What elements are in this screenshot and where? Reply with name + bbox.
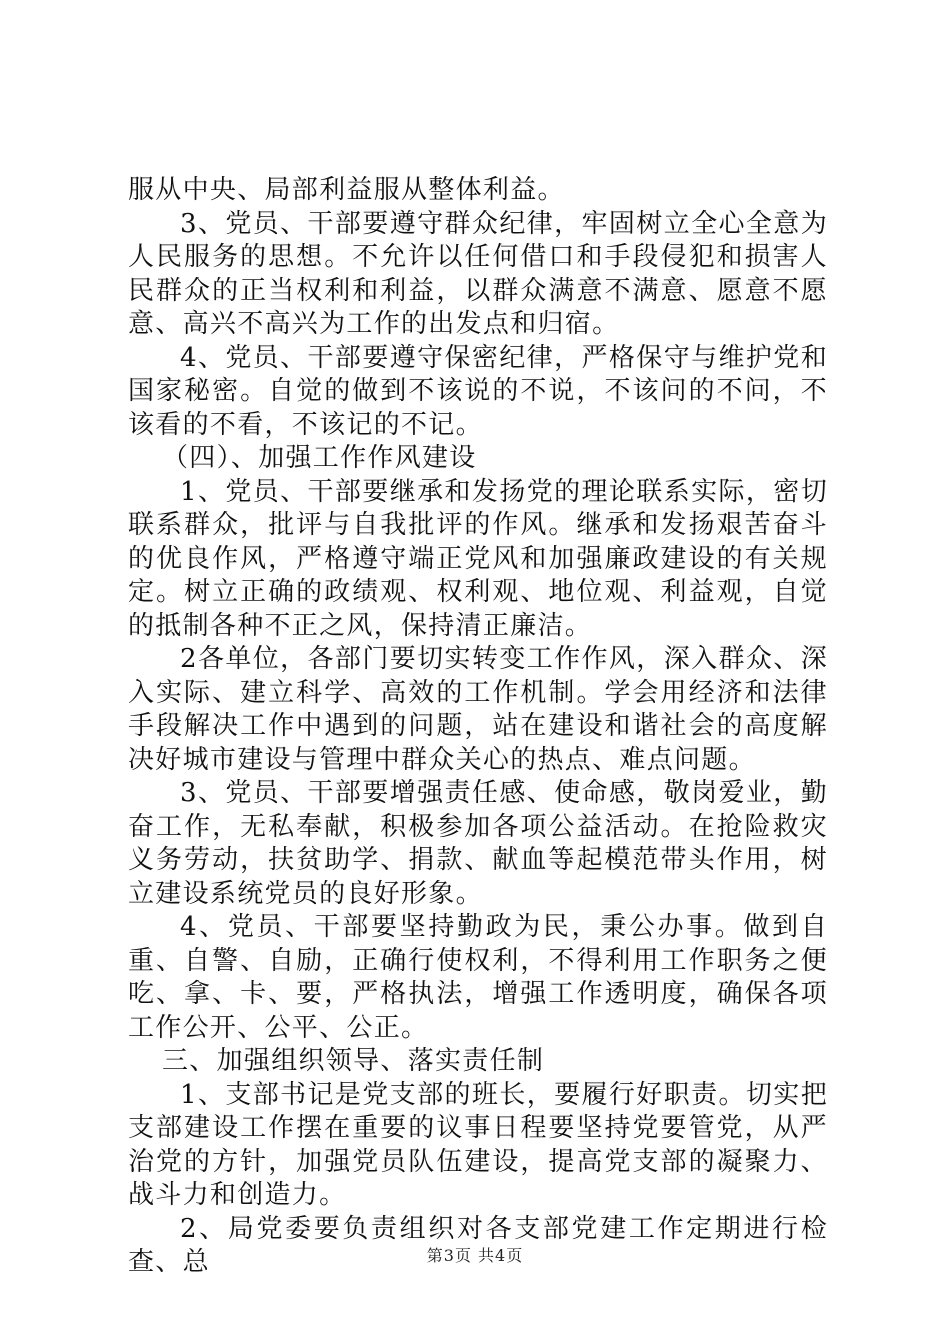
paragraph-mass-discipline: 3、党员、干部要遵守群众纪律，牢固树立全心全意为人民服务的思想。不允许以任何借口和手段侵犯和损害人民群众的正当权利和利益，以群众满意不满意、愿意不愿意、高兴不高兴为工作的出发点和归宿。 [128, 208, 828, 339]
paragraph-party-committee: 2、局党委要负责组织对各支部党建工作定期进行检查、总 [128, 1213, 828, 1277]
section-heading-organization: 三、加强组织领导、落实责任制 [162, 1046, 545, 1076]
paragraph-branch-secretary: 1、支部书记是党支部的班长，要履行好职责。切实把支部建设工作摆在重要的议事日程要坚持党要管党，从严治党的方针，加强党员队伍建设，提高党支部的凝聚力、战斗力和创造力。 [128, 1079, 828, 1210]
paragraph-responsibility: 3、党员、干部要增强责任感、使命感，敬岗爱业，勤奋工作，无私奉献，积极参加各项公益活动。在抢险救灾义务劳动，扶贫助学、捐款、献血等起模范带头作用，树立建设系统党员的良好形象。 [128, 778, 828, 909]
page-number-footer: 第3页 共4页 [426, 1246, 524, 1265]
paragraph-work-style-change: 2各单位，各部门要切实转变工作作风，深入群众、深入实际、建立科学、高效的工作机制。学会用经济和法律手段解决工作中遇到的问题，站在建设和谐社会的高度解决好城市建设与管理中群众关心的热点、难点问题。 [128, 644, 828, 775]
paragraph-party-theory: 1、党员、干部要继承和发扬党的理论联系实际，密切联系群众，批评与自我批评的作风。继承和发扬艰苦奋斗的优良作风，严格遵守端正党风和加强廉政建设的有关规定。树立正确的政绩观、权利观、地位观、利益观，自觉的抵制各种不正之风，保持清正廉洁。 [128, 476, 828, 641]
paragraph-diligent-governance: 4、党员、干部要坚持勤政为民，秉公办事。做到自重、自警、自励，正确行使权利，不得利用工作职务之便吃、拿、卡、要，严格执法，增强工作透明度，确保各项工作公开、公平、公正。 [128, 912, 828, 1043]
section-heading-work-style: （四）、加强工作作风建设 [162, 443, 477, 473]
paragraph-continuation: 服从中央、局部利益服从整体利益。 [128, 175, 565, 205]
paragraph-secrecy-discipline: 4、党员、干部要遵守保密纪律，严格保守与维护党和国家秘密。自觉的做到不该说的不说，不该问的不问，不该看的不看，不该记的不记。 [128, 342, 828, 440]
document-body [128, 174, 828, 1280]
